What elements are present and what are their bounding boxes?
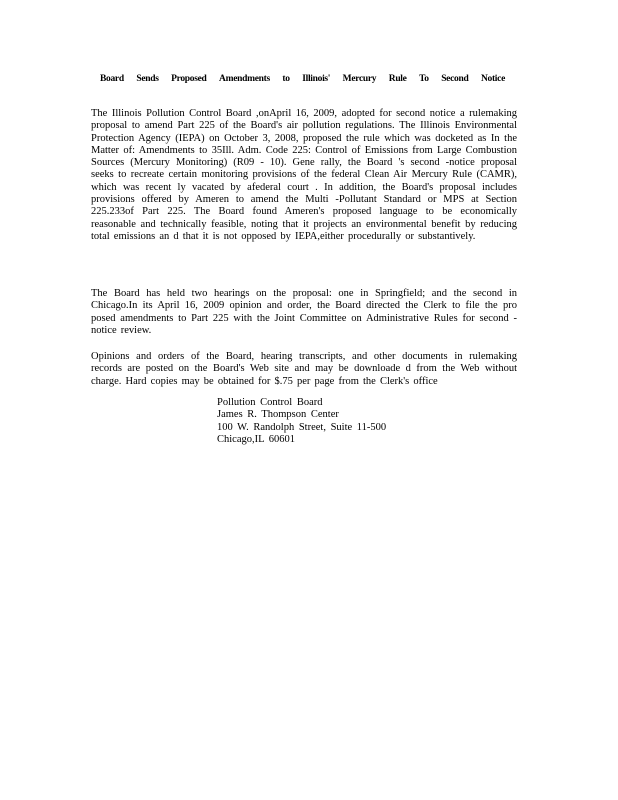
address-line-street: 100 W. Randolph Street, Suite 11-500: [217, 421, 387, 433]
title-word: To: [419, 74, 429, 84]
address-line-city: Chicago,IL 60601: [217, 433, 296, 445]
title-word: Illinois': [302, 74, 331, 84]
title-word: Amendments: [219, 74, 270, 84]
paragraph-documents: Opinions and orders of the Board, hearing transcripts, and other documents in rulemaking records are posted on the Board's Web site and may be downloade d from the Web without charge. Hard copies may be obtained for $.75 per page from the Clerk's office: [91, 351, 517, 387]
address-line-organization: Pollution Control Board: [217, 397, 323, 408]
mailing-address: [217, 397, 386, 446]
document-title: [100, 74, 505, 84]
title-word: Proposed: [171, 74, 207, 84]
title-word: to: [282, 74, 290, 84]
title-word: Second: [441, 74, 469, 84]
paragraph-hearings: The Board has held two hearings on the proposal: one in Springfield; and the second in Chicago.In its April 16, 2009 opinion and order, the Board directed the Clerk to file the pro posed amendments to Part 225 with the Joint Committee on Administrative Rules for second -notice review.: [91, 288, 517, 336]
title-word: Sends: [136, 74, 159, 84]
title-word: Rule: [388, 74, 407, 84]
title-word: Notice: [480, 74, 505, 84]
title-word: Board: [100, 74, 124, 84]
address-line-building: James R. Thompson Center: [217, 409, 339, 421]
title-word: Mercury: [342, 74, 377, 84]
paragraph-adoption: The Illinois Pollution Control Board ,onApril 16, 2009, adopted for second notice a rulemaking proposal to amend Part 225 of the Board's air pollution regulations. The Illinois Environmental Protection Agency (IEPA) on October 3, 2008, proposed the rule which was docketed as In the Matter of: Amendments to 35Ill. Adm. Code 225: Control of Emissions from Large Combustion Sources (Mercury Monitoring) (R09 - 10). Gene rally, the Board 's second -notice proposal seeks to recreate certain monitoring provisions of the federal Clean Air Mercury Rule (CAMR), which was recent ly vacated by afederal court . In addition, the Board's proposal includes provisions offered by Ameren to amend the Multi -Pollutant Standard or MPS at Section 225.233of Part 225. The Board found Ameren's proposed language to be economically reasonable and technically feasible, noting that it projects an environmental benefit by reducing total emissions an d that it is not opposed by IEPA,either procedurally or substantively.: [91, 108, 517, 242]
